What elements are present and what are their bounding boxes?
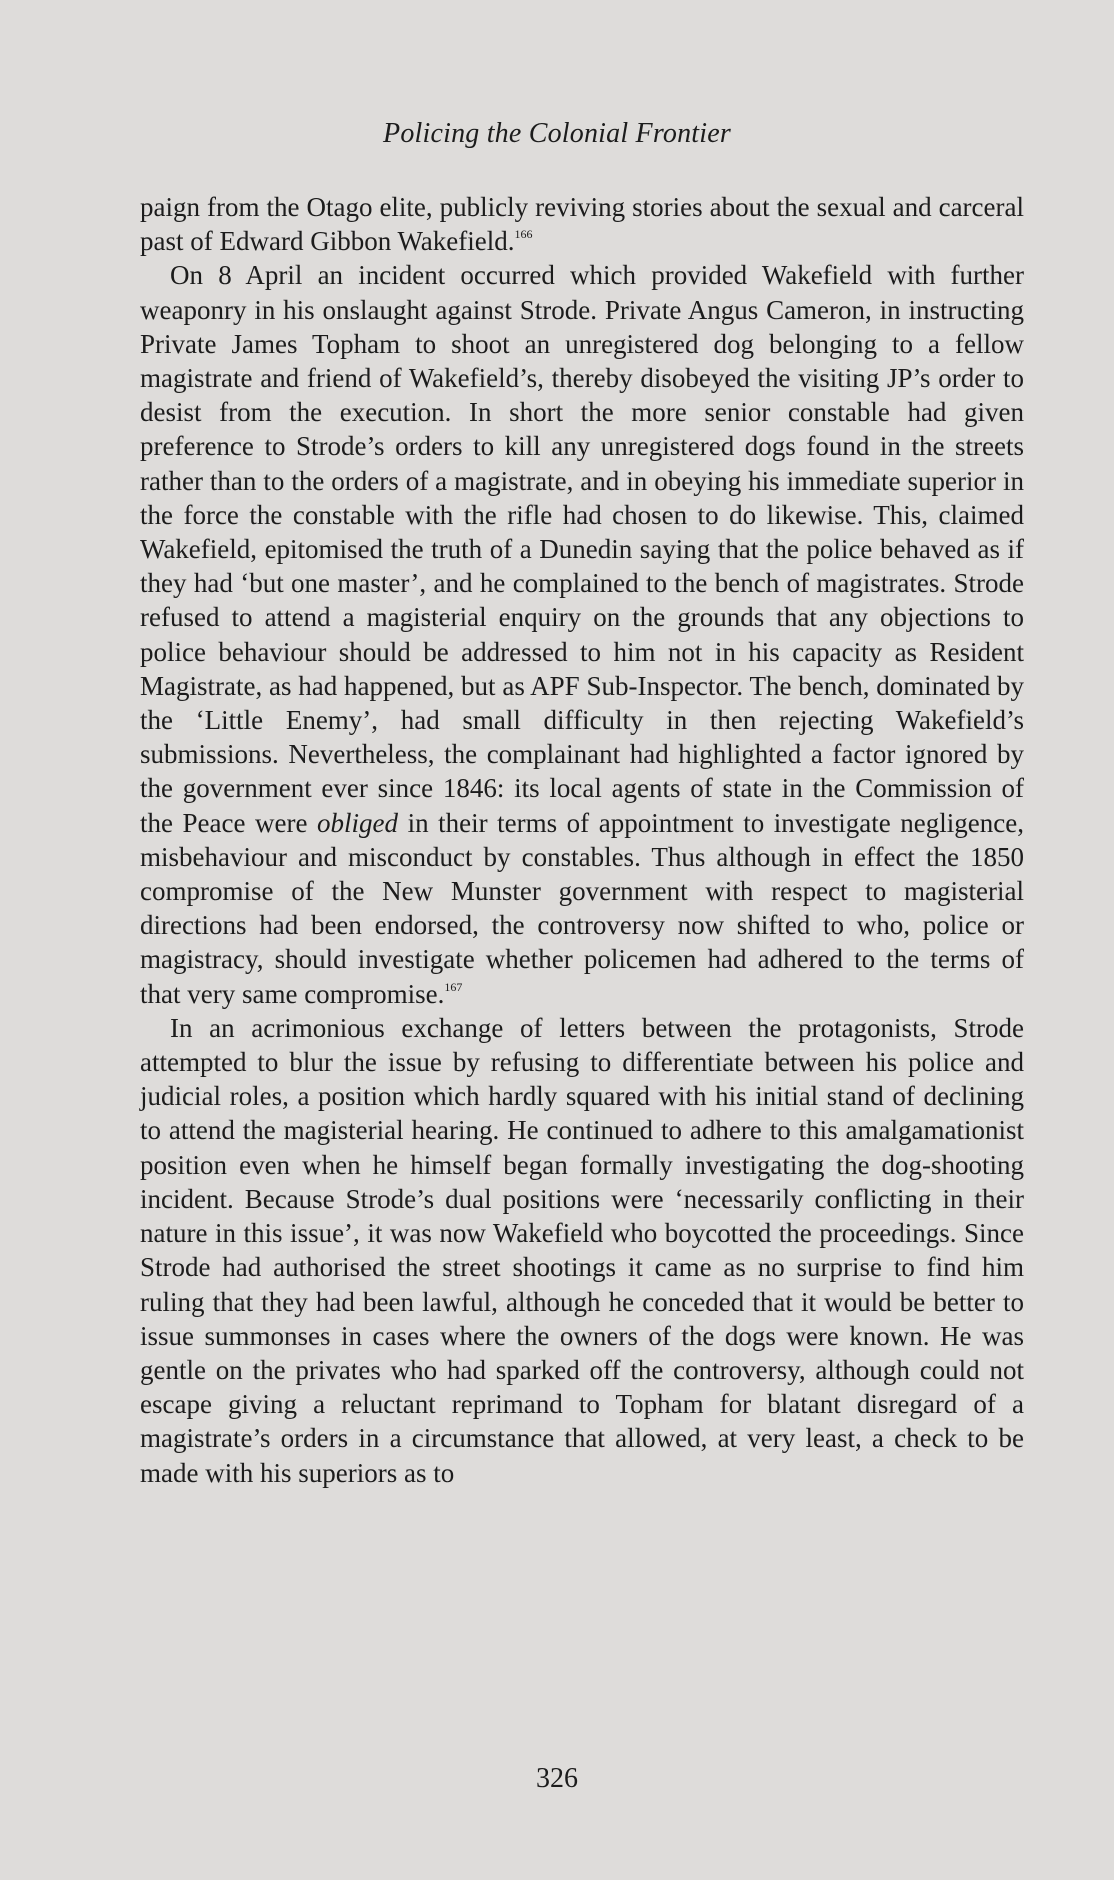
text-run: In an acrimonious exchange of letters between the protagonists, Strode attempted to blur the issue by refusing to differentiate between his police and judicial roles, a position which hardly squared with his initial stand of declining to attend the magisterial hearing. He continued to adhere to this amalgamationist position even when he himself began formally investigating the dog-shooting incident. Because Strode’s dual positions were ‘necessarily conflicting in their nature in this issue’, it was now Wakefield who boycotted the proceedings. Since Strode had authorised the street shootings it came as no surprise to find him ruling that they had been lawful, although he conceded that it would be better to issue summonses in cases where the owners of the dogs were known. He was gentle on the privates who had sparked off the controversy, although could not escape giving a reluctant reprimand to Topham for blatant disregard of a magistrate’s orders in a circumstance that allowed, at very least, a check to be made with his superiors as to xyxy=(140,1012,1024,1488)
emphasis-obliged: obliged xyxy=(317,807,399,838)
footnote-ref-167: 167 xyxy=(444,979,463,994)
page-number: 326 xyxy=(536,1763,578,1794)
running-head: Policing the Colonial Frontier xyxy=(383,118,731,149)
paragraph xyxy=(140,258,1024,1010)
paragraph xyxy=(140,1011,1024,1490)
text-run: On 8 April an incident occurred which provided Wakefield with further weaponry in his onslaught against Strode. Private Angus Cameron, in instructing Private James Topham to shoot an unregistered dog belonging to a fellow magistrate and friend of Wakefield’s, thereby disobeyed the visiting JP’s order to desist from the execution. In short the more senior constable had given preference to Strode’s orders to kill any unregistered dogs found in the streets rather than to the orders of a magistrate, and in obeying his immediate superior in the force the constable with the rifle had chosen to do likewise. This, claimed Wakefield, epitomised the truth of a Dunedin saying that the police behaved as if they had ‘but one master’, and he complained to the bench of magistrates. Strode refused to attend a magisterial enquiry on the grounds that any objections to police behaviour should be addressed to him not in his capacity as Resident Magistrate, as had happened, but as APF Sub-Inspector. The bench, dominated by the ‘Little Enemy’, had small difficulty in then rejecting Wakefield’s submissions. Nevertheless, the complainant had highlighted a factor ignored by the government ever since 1846: its local agents of state in the Commission of the Peace were xyxy=(140,260,1024,838)
footnote-ref-166: 166 xyxy=(514,227,533,242)
body-text xyxy=(140,190,1024,1490)
paragraph xyxy=(140,190,1024,258)
text-run: in their terms of appointment to investigate negligence, misbehaviour and misconduct by constables. Thus although in effect the 1850 compromise of the New Munster government with respect to magisterial directions had been endorsed, the controversy now shifted to who, police or magistracy, should investigate whether policemen had adhered to the terms of that very same compromise. xyxy=(140,807,1024,1009)
text-run: paign from the Otago elite, publicly reviving stories about the sexual and carceral past of Edward Gibbon Wakefield. xyxy=(140,192,1024,257)
